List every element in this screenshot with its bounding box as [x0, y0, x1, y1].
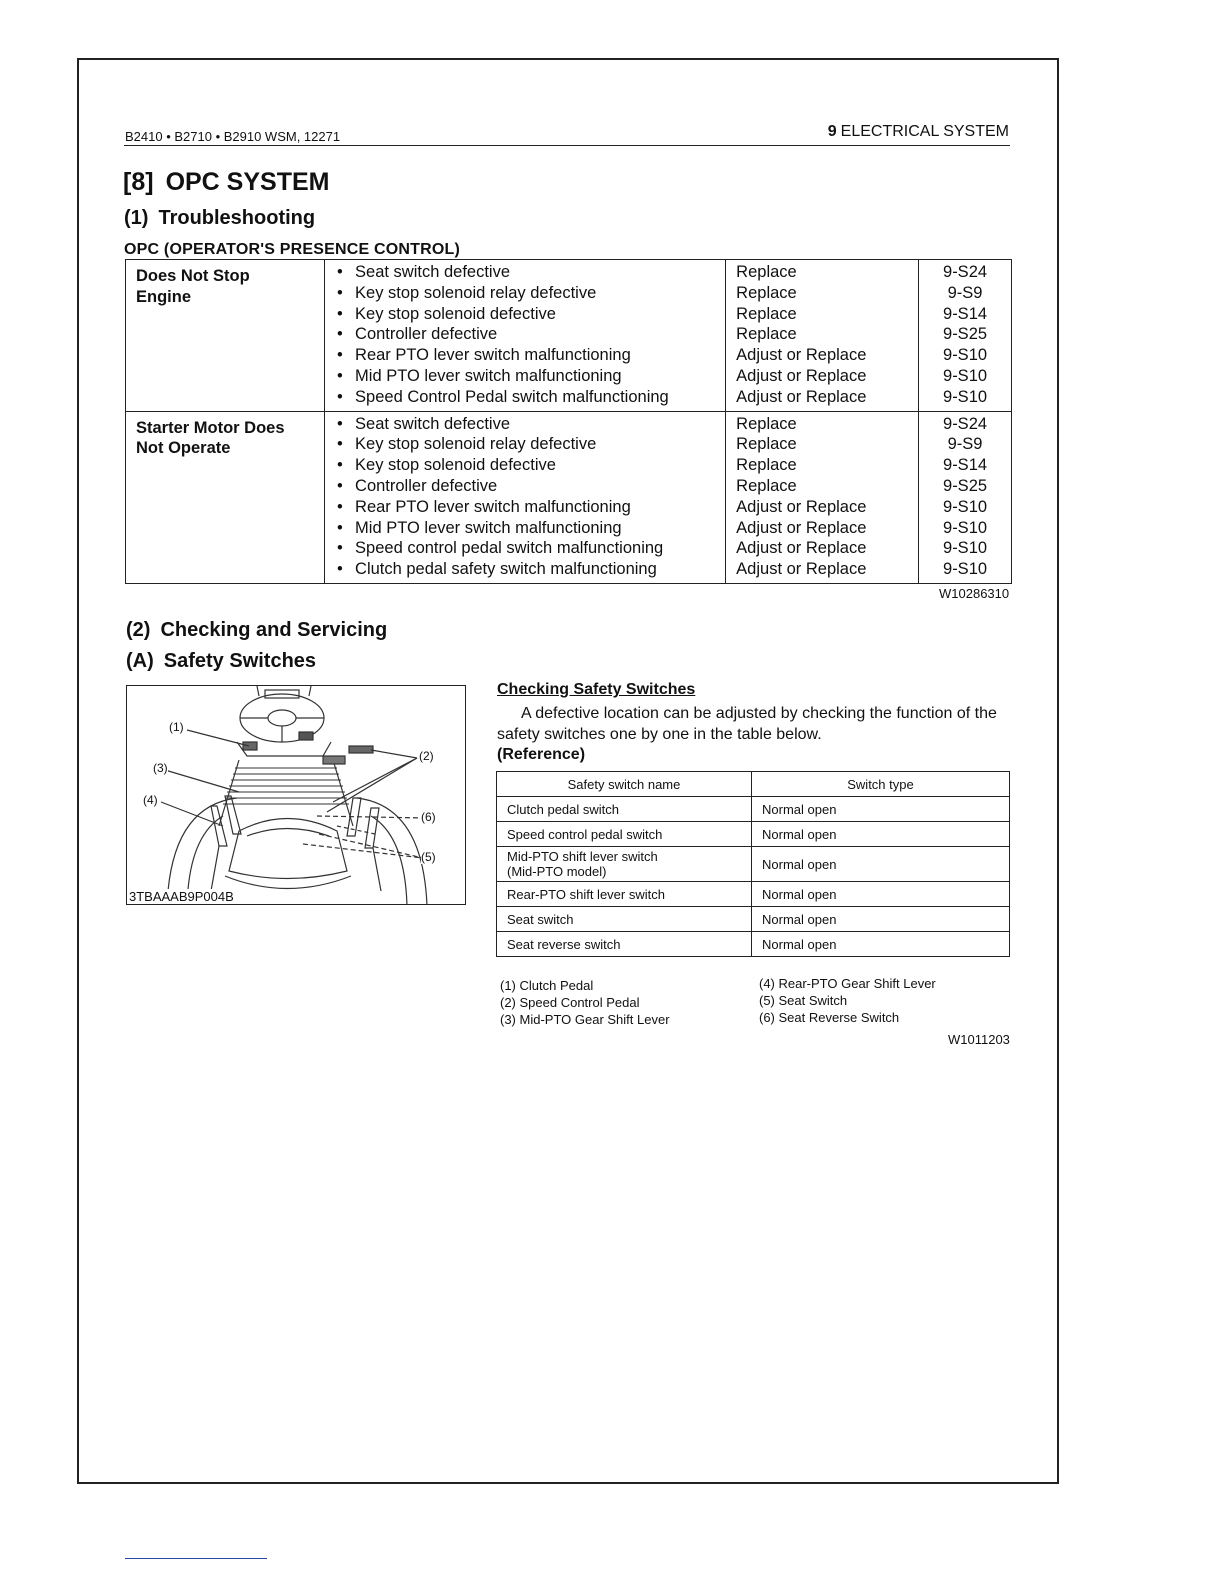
legend-item: (2) Speed Control Pedal — [500, 995, 640, 1010]
reference-item: 9-S24 — [943, 263, 988, 281]
remedy-item: Adjust or Replace — [736, 387, 867, 406]
troubleshooting-table — [125, 259, 1012, 584]
section-number: [8] — [123, 168, 154, 196]
checking-switches-text: A defective location can be adjusted by checking the function of the safety switches one by one in the table below. — [497, 705, 997, 743]
troubleshooting-group — [126, 260, 1012, 412]
remedy-item: Replace — [736, 456, 797, 475]
tractor-seat-drawing — [127, 686, 466, 905]
switch-name-cell — [497, 797, 752, 822]
reference-item: 9-S14 — [943, 304, 988, 323]
switch-name: Seat switch — [507, 911, 574, 927]
remedy-item: Adjust or Replace — [736, 366, 867, 385]
checking-switches-title: Checking Safety Switches — [497, 681, 696, 698]
cause-item: • Key stop solenoid relay defective — [337, 434, 715, 455]
switch-name: Seat reverse switch — [507, 936, 621, 952]
section-heading — [123, 168, 329, 197]
switch-row — [497, 882, 1010, 907]
switch-row — [497, 797, 1010, 822]
safety-number: (A) — [126, 650, 154, 672]
switch-name-cell — [497, 907, 752, 932]
troubleshooting-code: W10286310 — [939, 586, 1010, 601]
legend-item: (3) Mid-PTO Gear Shift Lever — [500, 1012, 670, 1027]
checking-number: (2) — [126, 619, 151, 641]
legend-item: (6) Seat Reverse Switch — [759, 1010, 900, 1025]
reference-item: 9-S9 — [947, 435, 983, 454]
figure-label-5: (5) — [421, 850, 436, 864]
section-title: OPC SYSTEM — [165, 168, 330, 196]
switch-name-cell — [497, 847, 752, 882]
reference-item: 9-S10 — [943, 560, 988, 579]
footer-rule — [125, 1558, 267, 1559]
troubleshooting-title: Troubleshooting — [158, 207, 316, 229]
cause-item: • Rear PTO lever switch malfunctioning — [337, 345, 715, 366]
remedy-cell — [726, 260, 919, 412]
remedy-item: Adjust or Replace — [736, 346, 867, 365]
remedy-item: Replace — [736, 263, 797, 281]
switch-type: Normal open — [752, 882, 1010, 907]
header-rule — [124, 145, 1010, 146]
cause-item: • Key stop solenoid defective — [337, 455, 715, 476]
switch-name: Clutch pedal switch — [507, 801, 619, 817]
cause-item: • Mid PTO lever switch malfunctioning — [337, 366, 715, 387]
header-switch-type: Switch type — [752, 772, 1010, 797]
cause-item: • Key stop solenoid relay defective — [337, 283, 715, 304]
remedy-item: Adjust or Replace — [736, 518, 867, 537]
troubleshooting-number: (1) — [124, 207, 149, 229]
switch-type: Normal open — [752, 907, 1010, 932]
reference-item: 9-S25 — [943, 476, 988, 495]
remedy-item: Adjust or Replace — [736, 539, 867, 558]
symptom-line: Does Not Stop — [136, 267, 250, 285]
remedy-item: Replace — [736, 304, 797, 323]
reference-item: 9-S10 — [943, 387, 988, 406]
switch-name: Speed control pedal switch — [507, 826, 663, 842]
header-model: B2410 • B2710 • B2910 WSM, 12271 — [125, 129, 341, 144]
reference-cell — [919, 411, 1012, 583]
reference-cell — [919, 260, 1012, 412]
switch-name: Rear-PTO shift lever switch — [507, 886, 665, 902]
switch-name-cell — [497, 822, 752, 847]
legend-item: (5) Seat Switch — [759, 993, 848, 1008]
chapter-title: ELECTRICAL SYSTEM — [840, 123, 1009, 140]
switch-row — [497, 822, 1010, 847]
remedy-item: Replace — [736, 414, 797, 433]
switch-type: Normal open — [752, 847, 1010, 882]
troubleshooting-group — [126, 411, 1012, 583]
cause-cell — [325, 260, 726, 412]
switch-name-cell — [497, 932, 752, 957]
reference-item: 9-S10 — [943, 518, 988, 537]
symptom-line: Engine — [136, 287, 192, 306]
cause-item: • Rear PTO lever switch malfunctioning — [337, 497, 715, 518]
cause-item: • Speed control pedal switch malfunctioning — [337, 538, 715, 559]
checking-heading — [126, 619, 387, 642]
reference-item: 9-S10 — [943, 366, 988, 385]
reference-item: 9-S10 — [943, 346, 988, 365]
switch-type: Normal open — [752, 797, 1010, 822]
reference-item: 9-S25 — [943, 325, 988, 344]
figure-label-2: (2) — [419, 749, 434, 763]
header-switch-name: Safety switch name — [497, 772, 752, 797]
header-chapter — [828, 123, 1009, 141]
switch-table — [496, 771, 1010, 957]
chapter-number: 9 — [827, 123, 837, 140]
reference-item: 9-S10 — [943, 497, 988, 516]
switch-name-note: (Mid-PTO model) — [507, 864, 607, 879]
troubleshooting-heading — [124, 207, 315, 230]
figure-label-4: (4) — [143, 793, 158, 807]
remedy-item: Adjust or Replace — [736, 560, 867, 579]
switch-name: Mid-PTO shift lever switch — [507, 849, 658, 864]
reference-item: 9-S9 — [947, 283, 983, 302]
switch-type: Normal open — [752, 822, 1010, 847]
figure-code: 3TBAAAB9P004B — [129, 889, 234, 904]
remedy-item: Replace — [736, 283, 797, 302]
reference-item: 9-S14 — [943, 456, 988, 475]
cause-item: • Controller defective — [337, 324, 715, 345]
switch-code: W1011203 — [948, 1032, 1010, 1047]
reference-item: 9-S10 — [943, 539, 988, 558]
switch-row — [497, 907, 1010, 932]
figure-label-1: (1) — [169, 720, 184, 734]
legend-left — [500, 977, 670, 1028]
cause-item: • Key stop solenoid defective — [337, 304, 715, 325]
safety-heading — [126, 650, 316, 673]
cause-item: • Controller defective — [337, 476, 715, 497]
cause-cell — [325, 411, 726, 583]
checking-title: Checking and Servicing — [160, 619, 388, 641]
reference-label: (Reference) — [497, 746, 586, 763]
figure-label-6: (6) — [421, 810, 436, 824]
opc-caption: OPC (OPERATOR'S PRESENCE CONTROL) — [124, 241, 461, 258]
tractor-seat-figure — [126, 685, 466, 905]
safety-title: Safety Switches — [163, 650, 317, 672]
cause-item: • Clutch pedal safety switch malfunctioning — [337, 559, 715, 580]
switch-row — [497, 932, 1010, 957]
symptom-line: Starter Motor Does — [136, 418, 285, 437]
legend-right — [759, 975, 936, 1026]
switch-name-cell — [497, 882, 752, 907]
remedy-item: Adjust or Replace — [736, 497, 867, 516]
cause-item: • Seat switch defective — [337, 414, 715, 435]
remedy-item: Replace — [736, 435, 797, 454]
cause-item: • Mid PTO lever switch malfunctioning — [337, 518, 715, 539]
switch-table-header — [497, 772, 1010, 797]
switch-row — [497, 847, 1010, 882]
symptom-line: Not Operate — [136, 439, 231, 458]
legend-item: (4) Rear-PTO Gear Shift Lever — [759, 976, 936, 991]
cause-item: • Seat switch defective — [337, 262, 715, 283]
switch-type: Normal open — [752, 932, 1010, 957]
symptom-cell — [126, 260, 325, 412]
reference-item: 9-S24 — [943, 414, 988, 433]
figure-label-3: (3) — [153, 761, 168, 775]
remedy-cell — [726, 411, 919, 583]
remedy-item: Replace — [736, 325, 797, 344]
cause-item: • Speed Control Pedal switch malfunctioning — [337, 387, 715, 408]
legend-item: (1) Clutch Pedal — [500, 978, 594, 993]
remedy-item: Replace — [736, 476, 797, 495]
symptom-cell — [126, 411, 325, 583]
